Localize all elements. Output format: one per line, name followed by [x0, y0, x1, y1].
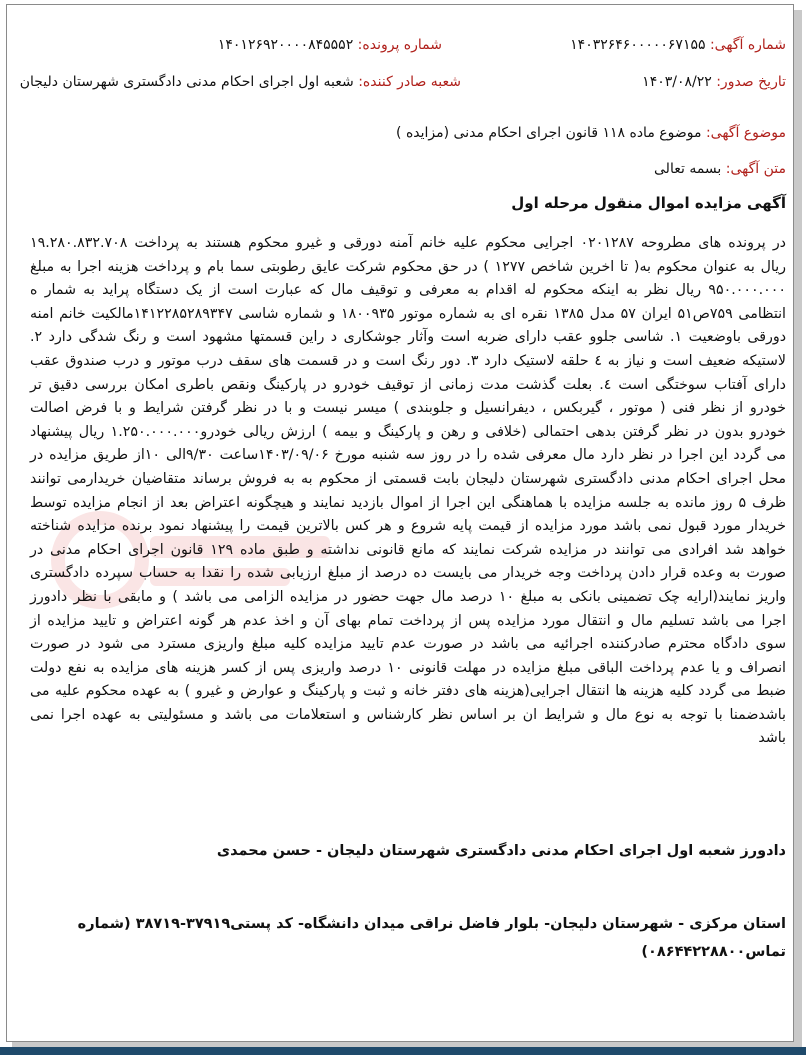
- ad-number-field: [570, 36, 786, 54]
- ad-number-label: شماره آگهی:: [709, 37, 786, 53]
- address: استان مرکزی - شهرستان دلیجان- بلوار فاضل نراقی میدان دانشگاه- کد پستی۳۷۹۱۹-۳۸۷۱۹ (شماره تماس۰۸۶۴۴۲۲۸۸۰۰): [77, 916, 786, 960]
- notice-body: در پرونده های مطروحه ۰۲۰۱۲۸۷ اجرایی محکوم علیه خانم آمنه دورقی و غیرو محکوم هستند به پرداخت ۱۹.۲۸۰.۸۳۲.۷۰۸ ریال به عنوان محکوم به( تا اخرین شاخص ۱۲۷۷ ) در حق محکوم شرکت عایق رطوبتی سما بام و پرداخت هزینه اجرا به مبلغ ۹۵۰.۰۰۰.۰۰۰ ریال نظر به اینکه محکوم له اقدام به معرفی و توقیف مال که عبارت است از یک دستگاه پراید به شمار ه انتظامی ۷۵۹ص۵۱ ایران ۵۷ مدل ۱۳۸۵ نقره ای به شماره موتور ۱۸۰۰۹۳۵ و شماره شاسی ۱۴۱۲۲۸۵۲۸۹۳۴۷مالکیت خانم امنه دورقی باوضعیت ۱. شاسی جلوو عقب دارای ضربه است وآثار جوشکاری د راین قسمتها مشهود است و رنگ شدگی دارد ۲. لاستیکه ضعیف است و نیاز به ٤ حلقه لاستیک دارد ۳. دور رنگ است و در قسمت های سقف درب موتور و درب صندوق عقب دارای آفتاب سوختگی است ٤. بعلت گذشت مدت زمانی از توقیف خودرو در پارکینگ ونقص باطری امکان بررسی دقیق تر خودرو از نظر فنی ( موتور ، گیربکس ، دیفرانسیل و جلوبندی ) میسر نیست و با در نظر گرفتن شرایط و با فرض اصالت خودرو بدون در نظر گرفتن بدهی احتمالی (خلافی و رهن و پارکینگ و بیمه ) ارزش ریالی خودرو۱.۲۵۰.۰۰۰.۰۰۰ ریال پیشنهاد می گردد این اجرا در نظر دارد مال معرفی شده را در روز سه شنبه مورخ ۱۴۰۳/۰۹/۰۶ساعت ۹/۳۰الی ۱۰از طریق مزایده در محل اجرای احکام مدنی دادگستری شهرستان دلیجان بابت قسمتی از محکوم به به فروش برساند متقاضیان خریدارمی توانند ظرف ۵ روز مانده به جلسه مزایده با هماهنگی این اجرا از اموال بازدید نمایند و هیچگونه اعتراض بعد از انجام مزایده توسط خریدار مورد قبول نمی باشد مورد مزایده از قیمت پایه شروع و هر کس بالاترین قیمت را پیشنهاد نمود برنده مزایده شناخته خواهد شد افرادی می توانند در مزایده شرکت نمایند که مانع قانونی نداشته و طبق ماده ۱۲۹ قانون اجرای احکام مدنی در صورت به وعده قرار دادن پرداخت وجه خریدار می بایست ده درصد از مبلغ ارزیابی شده را نقدا به حساب سپرده دادگستری واریز نمایند(ارایه چک تضمینی بانکی به مبلغ ۱۰ درصد مال جهت حضور در مزایده الزامی می باشد ) و مابقی با نظر دادورز اجرا می باشد تسلیم مال و انتقال مورد مزایده پس از پرداخت تمام بهای آن و اخذ عدم هر گونه اعتراض و تایید مزایده از سوی دادگاه محترم صادرکننده اجرائیه می باشد در صورت عدم تایید مزایده کلیه مبلغ واریزی مسترد می شود در صورت انصراف و یا عدم پرداخت الباقی مبلغ مزایده در مهلت قانونی ۱۰ درصد واریزی پس از کسر هزینه های مزایده به نفع دولت ضبط می گردد کلیه هزینه ها انتقال اجرایی(هزینه های دفتر خانه و ثبت و پارکینگ و عوارض و غیرو ) به عهده محکوم علیه می باشدضمنا با توجه به نوع مال و شرایط ان بر اساس نظر کارشناس و استعلامات می باشد و مسئولیتی به عهده اجرا نمی باشد: [30, 235, 787, 747]
- text-opening: بسمه تعالی: [654, 161, 722, 177]
- issuer-label: شعبه صادر کننده:: [358, 74, 461, 90]
- subject-label: موضوع آگهی:: [705, 125, 786, 141]
- frame-shadow-right: [794, 10, 802, 1044]
- issue-date: ۱۴۰۳/۰۸/۲۲: [642, 74, 712, 90]
- subject-field: [396, 124, 786, 142]
- file-number: ۱۴۰۱۲۶۹۲۰۰۰۰۸۴۵۵۵۲: [217, 37, 354, 53]
- file-number-label: شماره پرونده:: [357, 37, 442, 53]
- issue-date-field: [642, 73, 786, 91]
- notice-title: آگهی مزایده اموال منقول مرحله اول: [511, 194, 786, 212]
- signer: دادورز شعبه اول اجرای احکام مدنی دادگستری شهرستان دلیجان - حسن محمدی: [216, 843, 786, 859]
- file-number-field: [218, 36, 442, 54]
- ad-number: ۱۴۰۳۲۶۴۶۰۰۰۰۰۶۷۱۵۵: [570, 37, 706, 53]
- issuer-field: [20, 73, 461, 91]
- text-field: [654, 160, 786, 178]
- issue-date-label: تاریخ صدور:: [716, 74, 786, 90]
- issuer: شعبه اول اجرای احکام مدنی دادگستری شهرستان دلیجان: [19, 74, 354, 90]
- subject: موضوع ماده ۱۱۸ قانون اجرای احکام مدنی (مزایده ): [396, 125, 702, 141]
- text-label: متن آگهی:: [725, 161, 786, 177]
- bottom-band: [0, 1047, 806, 1055]
